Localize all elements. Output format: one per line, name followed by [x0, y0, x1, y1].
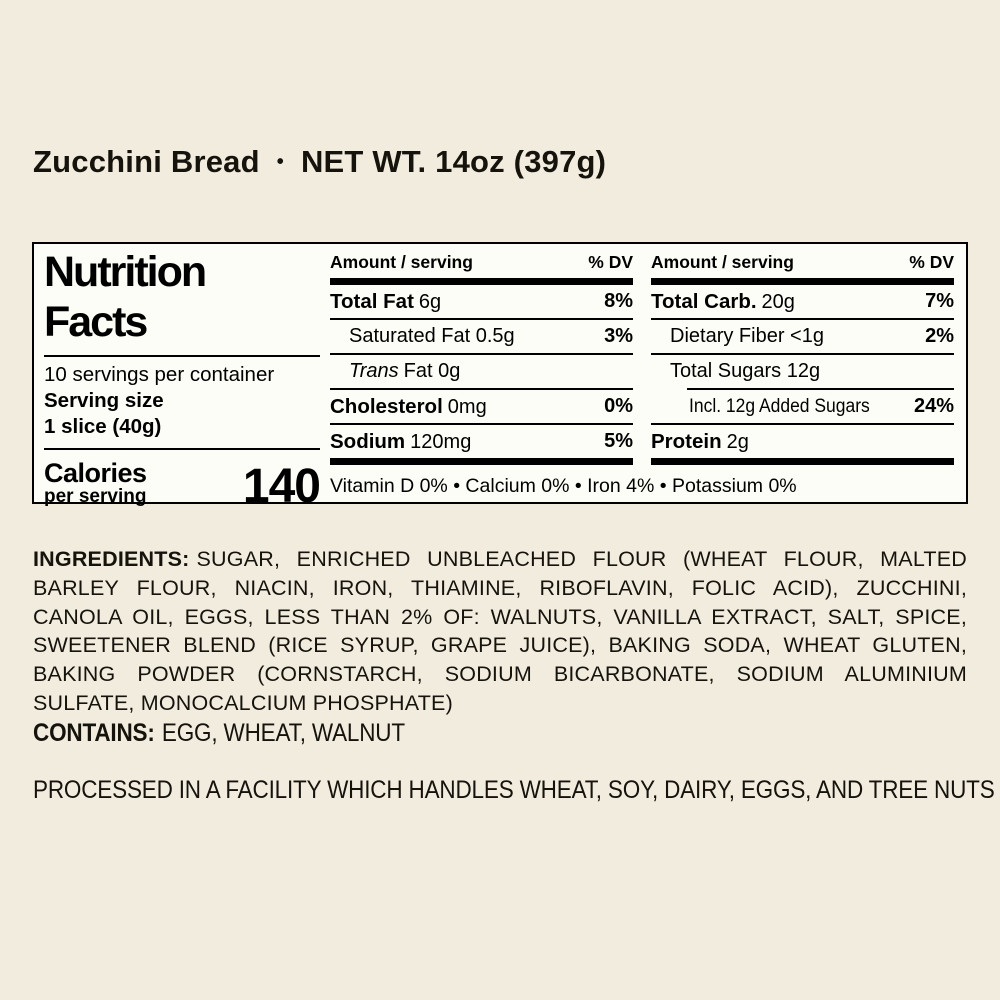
- contains-text: EGG, WHEAT, WALNUT: [161, 719, 405, 747]
- facility-notice: PROCESSED IN A FACILITY WHICH HANDLES WHEAT, SOY, DAIRY, EGGS, AND TREE NUTS: [33, 776, 995, 804]
- contains-label: CONTAINS:: [33, 719, 155, 747]
- ingredients-text: SUGAR, ENRICHED UNBLEACHED FLOUR (WHEAT FLOUR, MALTED BARLEY FLOUR, NIACIN, IRON, THIAMINE, RIBOFLAVIN, FOLIC ACID), ZUCCHINI, CANOLA OIL, EGGS, LESS THAN 2% OF: WALNUTS, VANILLA EXTRACT, SALT, SPICE, SWEETENER BLEND (RICE SYRUP, GRAPE JUICE), BAKING SODA, WHEAT GLUTEN, BAKING POWDER (CORNSTARCH, SODIUM BICARBONATE, SODIUM ALUMINIUM SULFATE, MONOCALCIUM PHOSPHATE): [33, 547, 967, 715]
- calories-row: [44, 458, 320, 513]
- nutrient-dv: 2%: [925, 325, 954, 347]
- nutrient-amount: 20g: [761, 290, 795, 313]
- bullet-separator: •: [276, 150, 284, 173]
- calories-label: Calories: [44, 458, 147, 488]
- nutrient-name: Total Carb.: [651, 289, 757, 313]
- calories-labels: [44, 458, 147, 507]
- nutrient-dv: 24%: [913, 395, 954, 417]
- row-saturated-fat: [330, 320, 633, 353]
- row-cholesterol: [330, 390, 633, 423]
- serving-size-value: 1 slice (40g): [44, 415, 162, 438]
- nutrient-dv: 8%: [604, 290, 633, 312]
- column-header: [330, 252, 633, 278]
- row-total-fat: [330, 285, 633, 318]
- nutrient-dv: 5%: [604, 430, 633, 452]
- nutrient-amount: 120mg: [410, 430, 472, 453]
- nutrient-column-fat: [330, 252, 633, 465]
- nutrition-facts-panel: [32, 242, 968, 513]
- nutrient-name: Incl. 12g Added Sugars: [689, 396, 870, 417]
- nutrient-column-carb: [651, 252, 954, 465]
- row-sodium: [330, 425, 633, 458]
- percent-dv-header: % DV: [588, 252, 633, 272]
- contains-section: [33, 719, 405, 748]
- micronutrients-line: Vitamin D 0% • Calcium 0% • Iron 4% • Potassium 0%: [330, 475, 797, 497]
- nutrition-summary-column: [34, 244, 330, 513]
- nutrition-facts-heading: [44, 247, 320, 347]
- nutrient-dv: 7%: [925, 290, 954, 312]
- row-added-sugars: [651, 390, 954, 423]
- row-total-sugars: [651, 355, 954, 388]
- column-header: [651, 252, 954, 278]
- heading-line-1: Nutrition: [44, 248, 206, 296]
- divider: [44, 355, 320, 357]
- thick-divider: [651, 278, 954, 285]
- servings-per-container: 10 servings per container: [44, 363, 275, 386]
- nutrient-amount: 6g: [418, 290, 442, 313]
- thick-divider: [651, 458, 954, 465]
- row-trans-fat: [330, 355, 633, 388]
- thick-divider: [330, 278, 633, 285]
- divider: [44, 448, 320, 450]
- amount-per-serving-header: Amount / serving: [651, 252, 794, 272]
- nutrient-amount: 2g: [726, 430, 749, 453]
- thick-divider: [330, 458, 633, 465]
- nutrient-amount: Fat 0g: [403, 360, 461, 382]
- nutrient-name: Cholesterol: [330, 394, 443, 418]
- nutrient-name: Total Sugars 12g: [670, 360, 821, 382]
- nutrient-dv: 0%: [604, 395, 633, 417]
- nutrient-name: Saturated Fat 0.5g: [349, 325, 515, 347]
- nutrient-name: Trans: [349, 360, 399, 382]
- nutrient-name: Sodium: [330, 429, 406, 453]
- product-name: Zucchini Bread: [33, 144, 260, 179]
- net-weight: NET WT. 14oz (397g): [300, 144, 607, 179]
- nutrient-columns: [330, 252, 954, 465]
- nutrient-name: Dietary Fiber <1g: [670, 325, 824, 347]
- ingredients-section: [33, 545, 967, 718]
- nutrient-columns-area: [330, 244, 966, 502]
- serving-size-label: Serving size: [44, 389, 164, 412]
- nutrient-amount: 0mg: [447, 395, 487, 418]
- nutrient-name: Total Fat: [330, 289, 414, 313]
- row-total-carb: [651, 285, 954, 318]
- nutrient-dv: 3%: [604, 325, 633, 347]
- ingredients-label: INGREDIENTS:: [33, 547, 190, 571]
- row-protein: [651, 425, 954, 458]
- amount-per-serving-header: Amount / serving: [330, 252, 473, 272]
- row-dietary-fiber: [651, 320, 954, 353]
- product-title: [33, 144, 606, 180]
- percent-dv-header: % DV: [909, 252, 954, 272]
- heading-line-2: Facts: [44, 298, 147, 346]
- nutrient-name: Protein: [651, 429, 722, 453]
- calories-value: 140: [242, 460, 320, 513]
- calories-sublabel: per serving: [44, 486, 147, 507]
